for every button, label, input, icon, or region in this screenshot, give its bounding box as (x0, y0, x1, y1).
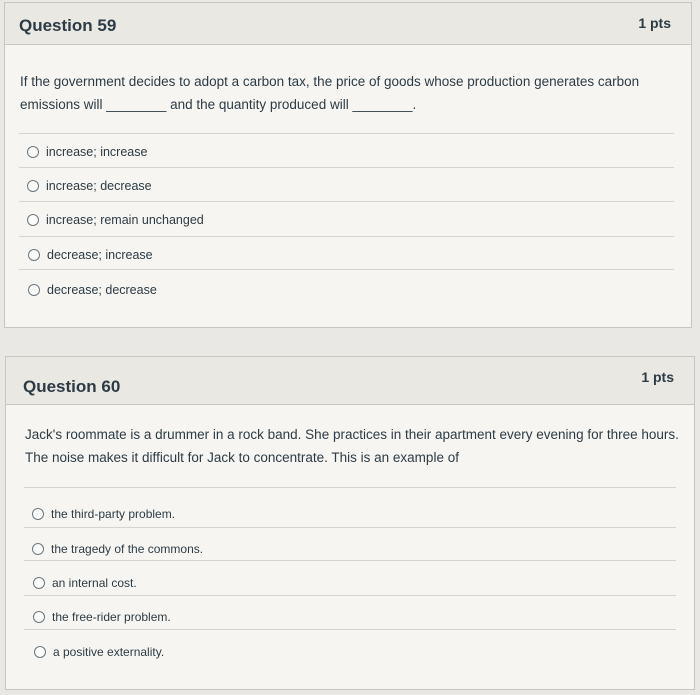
divider (24, 560, 676, 561)
radio-button-icon[interactable] (27, 146, 39, 158)
question-points: 1 pts (638, 15, 671, 31)
answer-option-4[interactable] (28, 248, 153, 262)
question-header (5, 3, 691, 45)
answer-label: a positive externality. (53, 645, 165, 659)
radio-button-icon[interactable] (28, 249, 40, 261)
answer-label: increase; remain unchanged (46, 213, 204, 227)
answer-label: decrease; decrease (47, 283, 157, 297)
radio-button-icon[interactable] (32, 543, 44, 555)
answer-option-1[interactable] (32, 507, 175, 521)
answer-label: decrease; increase (47, 248, 153, 262)
answer-label: increase; increase (46, 145, 148, 159)
answer-option-1[interactable] (27, 145, 147, 159)
answer-option-3[interactable] (27, 213, 204, 227)
radio-button-icon[interactable] (28, 284, 40, 296)
divider (24, 629, 676, 630)
divider (19, 133, 674, 134)
answer-option-2[interactable] (32, 542, 203, 556)
question-60-card (5, 356, 695, 690)
answer-option-2[interactable] (27, 179, 152, 193)
radio-button-icon[interactable] (27, 214, 39, 226)
question-title: Question 60 (23, 377, 121, 396)
question-points: 1 pts (641, 369, 674, 385)
question-header (6, 357, 694, 405)
question-59-card (4, 2, 692, 328)
answer-option-4[interactable] (33, 610, 171, 624)
answer-label: the third-party problem. (51, 507, 176, 521)
radio-button-icon[interactable] (34, 646, 46, 658)
radio-button-icon[interactable] (27, 180, 39, 192)
question-text: If the government decides to adopt a carbon tax, the price of goods whose production generates carbon emissions will ________ and the quantity produced will ________. (20, 74, 640, 112)
divider (19, 269, 674, 270)
radio-button-icon[interactable] (33, 611, 45, 623)
divider (24, 527, 676, 528)
divider (24, 487, 676, 488)
answer-label: increase; decrease (46, 179, 152, 193)
answer-option-5[interactable] (28, 283, 157, 297)
question-text: Jack's roommate is a drummer in a rock band. She practices in their apartment every evening for three hours. The noise makes it difficult for Jack to concentrate. This is an example of (25, 427, 679, 465)
radio-button-icon[interactable] (33, 577, 45, 589)
divider (19, 201, 674, 202)
answer-label: the tragedy of the commons. (51, 542, 204, 556)
answer-label: the free-rider problem. (52, 610, 171, 624)
answer-option-3[interactable] (33, 576, 137, 590)
divider (19, 167, 674, 168)
radio-button-icon[interactable] (32, 508, 44, 520)
answer-label: an internal cost. (52, 576, 137, 590)
divider (24, 595, 676, 596)
answer-option-5[interactable] (34, 645, 164, 659)
divider (19, 236, 674, 237)
question-title: Question 59 (19, 16, 117, 35)
